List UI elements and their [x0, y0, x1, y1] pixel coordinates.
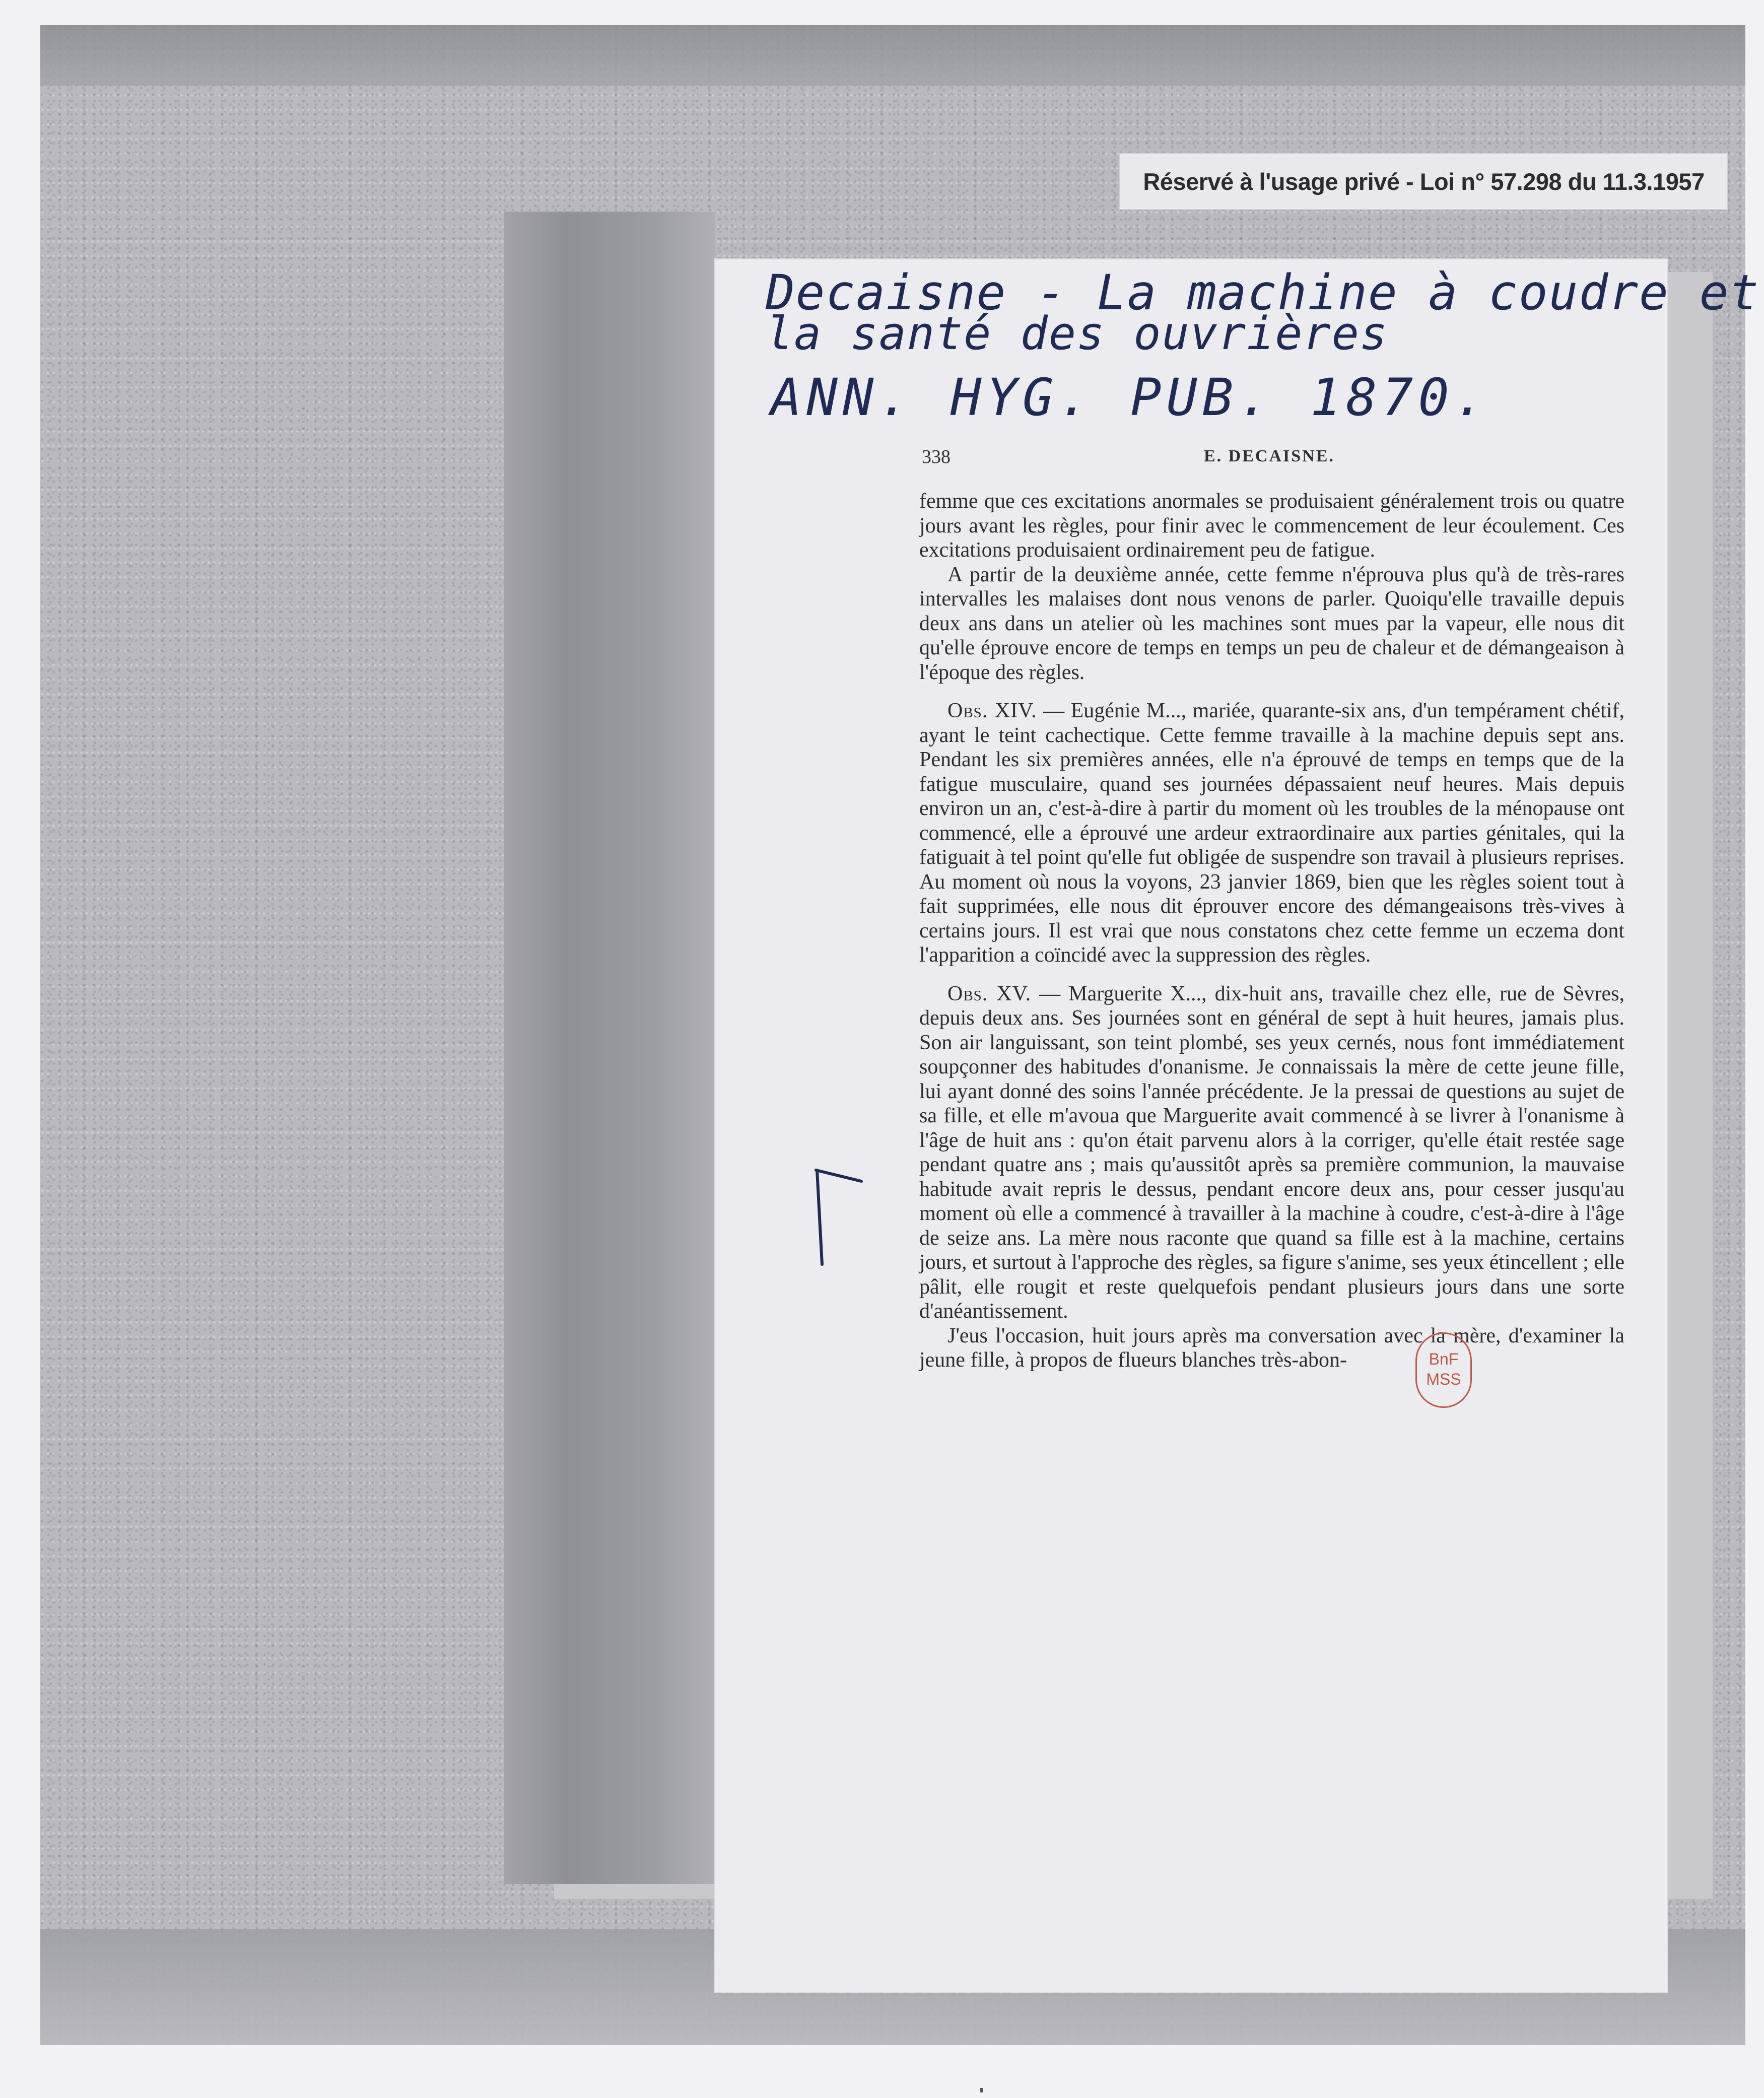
stamp-line-1: BnF	[1429, 1350, 1459, 1368]
observation-label: Obs. XV.	[947, 982, 1032, 1005]
bnf-mss-stamp	[1415, 1332, 1472, 1408]
handwritten-title-line-2: la santé des ouvrières	[766, 307, 1389, 360]
observation-label: Obs. XIV.	[947, 699, 1037, 722]
paragraph	[919, 489, 1624, 563]
scan-top-band	[40, 25, 1745, 86]
paragraph-observation	[919, 982, 1624, 1324]
paragraph-text: femme que ces excitations anormales se produisaient généralement trois ou quatre jours avant les règles, pour finir avec le commencement de leur écoulement. Ces excitations produisaient ordinairement peu de fatigue.	[919, 490, 1624, 562]
paragraph-text: J'eus l'occasion, huit jours après ma conversation avec la mère, d'examiner la jeune fille, à propos de flueurs blanches très-abon-	[919, 1324, 1624, 1372]
copyright-notice-text: Réservé à l'usage privé - Loi n° 57.298 du 11.3.1957	[1143, 168, 1705, 195]
stamp-line-2: MSS	[1426, 1370, 1461, 1388]
page-number: 338	[922, 446, 951, 467]
document-page	[715, 259, 1760, 1992]
body-text	[919, 489, 1624, 1373]
copyright-notice	[1119, 153, 1728, 210]
running-head	[922, 446, 1622, 471]
paragraph	[919, 563, 1624, 685]
paragraph-observation	[919, 699, 1624, 968]
paragraph	[919, 1324, 1624, 1373]
running-author: E. DECAISNE.	[1204, 447, 1335, 465]
dust-speck	[980, 2088, 983, 2092]
paragraph-text: A partir de la deuxième année, cette femme n'éprouva plus qu'à de très-rares intervalles les malaises dont nous venons de parler. Quoiqu'elle travaille depuis deux ans dans un atelier où les machines sont mues par la vapeur, elle nous dit qu'elle éprouve encore de temps en temps un peu de chaleur et de démangeaison à l'époque des règles.	[919, 563, 1624, 684]
paragraph-text: — Eugénie M..., mariée, quarante-six ans, d'un tempérament chétif, ayant le teint cachectique. Cette femme travaille à la machine depuis sept ans. Pendant les six premières années, elle n'a éprouvé de temps en temps que de la fatigue musculaire, quand ses journées dépassaient neuf heures. Mais depuis environ un an, c'est-à-dire à partir du moment où les troubles de la ménopause ont commencé, elle a éprouvé une ardeur extraordinaire aux parties génitales, qui la fatiguait à tel point qu'elle fut obligée de suspendre son travail à plusieurs reprises. Au moment où nous la voyons, 23 janvier 1869, bien que les règles soient tout à fait supprimées, elle nous dit éprouver encore des démangeaisons très-vives à certains jours. Il est vrai que nous constatons chez cette femme un eczema dont l'apparition a coïncidé avec la suppression des règles.	[919, 699, 1625, 967]
paragraph-text: — Marguerite X..., dix-huit ans, travaille chez elle, rue de Sèvres, depuis deux ans. Ses journées sont en général de sept à huit heures, jamais plus. Son air languissant, son teint plombé, ses yeux cernés, nous font immédiatement soupçonner des habitudes d'onanisme. Je connaissais la mère de cette jeune fille, lui ayant donné des soins l'année précédente. Je la pressai de questions au sujet de sa fille, et elle m'avoua que Marguerite avait commencé à se livrer à l'onanisme à l'âge de huit ans : qu'on était parvenu alors à la corriger, qu'elle était restée sage pendant quatre ans ; mais qu'aussitôt après sa première communion, la mauvaise habitude avait repris le dessus, pendant encore deux ans, pour cesser jusqu'au moment où elle a commencé à travailler à la machine à coudre, c'est-à-dire à l'âge de seize ans. La mère nous raconte que quand sa fille est à la machine, certains jours, et surtout à l'approche des règles, sa figure s'anime, ses yeux étincellent ; elle pâlit, elle rougit et reste quelquefois pendant plusieurs jours dans une sorte d'anéantissement.	[919, 982, 1624, 1323]
margin-bracket-mark	[811, 1166, 866, 1267]
handwritten-citation: ANN. HYG. PUB. 1870.	[771, 368, 1490, 428]
handwritten-title-line-1: Decaisne - La machine à coudre et	[766, 264, 1760, 321]
scan-dark-column	[504, 212, 715, 1884]
